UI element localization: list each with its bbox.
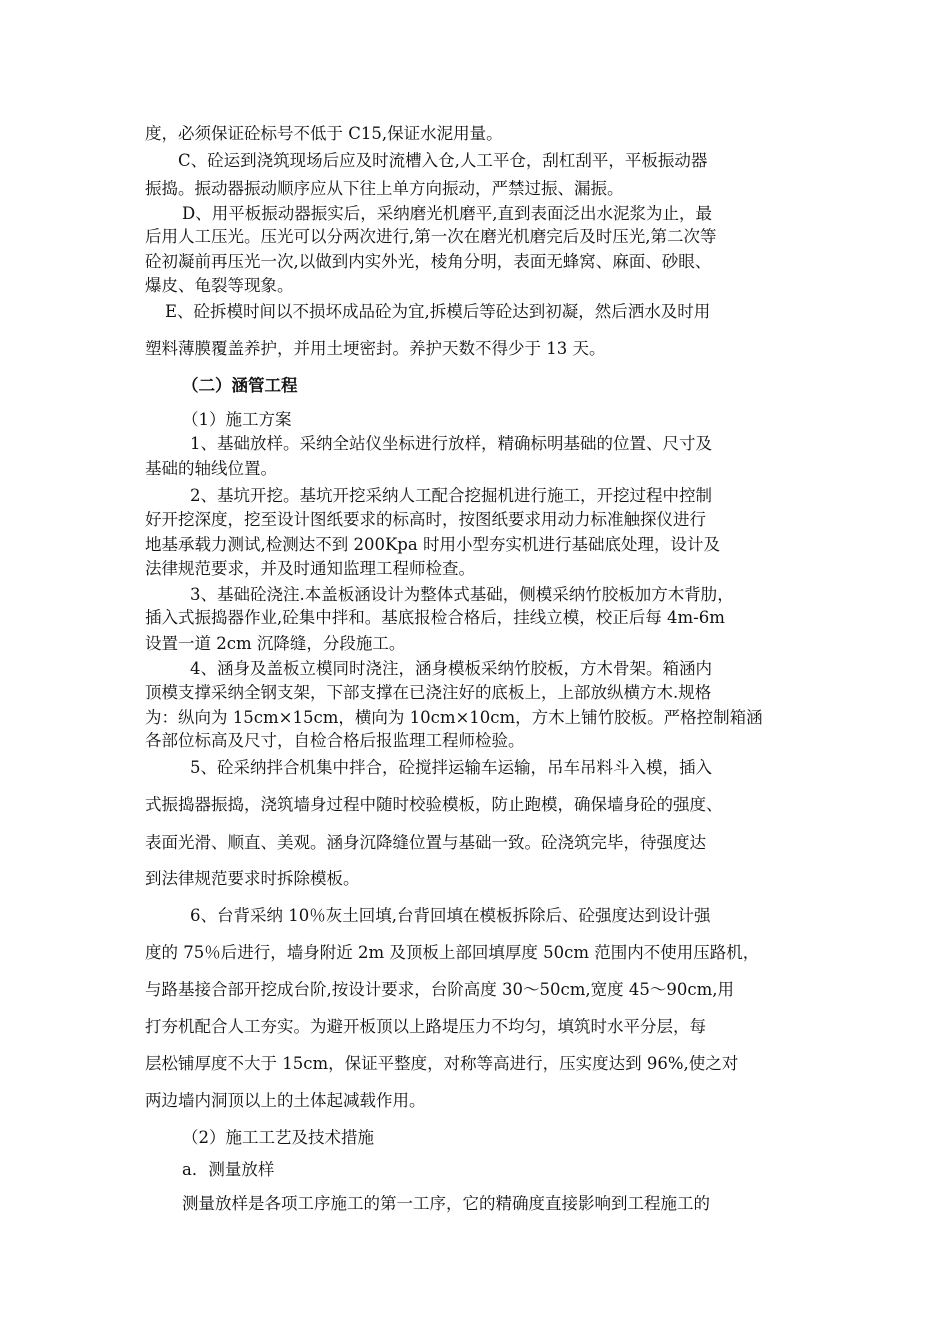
text-line: E、砼拆模时间以不损坏成品砼为宜,拆模后等砼达到初凝，然后洒水及时用 bbox=[165, 302, 711, 321]
text-line: 度，必须保证砼标号不低于 C15,保证水泥用量。 bbox=[145, 124, 503, 143]
text-line: 设置一道 2cm 沉降缝，分段施工。 bbox=[145, 634, 406, 653]
text-line: 砼初凝前再压光一次,以做到内实外光，棱角分明，表面无蜂窝、麻面、砂眼、 bbox=[145, 252, 712, 271]
text-line: 2、基坑开挖。基坑开挖采纳人工配合挖掘机进行施工，开挖过程中控制 bbox=[190, 486, 712, 505]
text-line: 1、基础放样。采纳全站仪坐标进行放样，精确标明基础的位置、尺寸及 bbox=[190, 434, 712, 453]
text-line: 4、涵身及盖板立模同时浇注，涵身模板采纳竹胶板，方木骨架。箱涵内 bbox=[190, 659, 712, 678]
text-line: 各部位标高及尺寸，自检合格后报监理工程师检验。 bbox=[145, 731, 525, 750]
text-line: D、用平板振动器振实后，采纳磨光机磨平,直到表面泛出水泥浆为止，最 bbox=[182, 204, 712, 223]
text-line: 振捣。振动器振动顺序应从下往上单方向振动，严禁过振、漏振。 bbox=[145, 179, 624, 198]
text-line: 式振捣器振捣，浇筑墙身过程中随时校验模板，防止跑模，确保墙身砼的强度、 bbox=[145, 795, 723, 814]
text-line: 打夯机配合人工夯实。为避开板顶以上路堤压力不均匀，填筑时水平分层，每 bbox=[145, 1017, 706, 1036]
text-line: 基础的轴线位置。 bbox=[145, 459, 277, 478]
text-line: 到法律规范要求时拆除模板。 bbox=[145, 869, 360, 888]
text-line: 测量放样是各项工序施工的第一工序，它的精确度直接影响到工程施工的 bbox=[182, 1194, 710, 1213]
text-line: 好开挖深度，挖至设计图纸要求的标高时，按图纸要求用动力标准触探仪进行 bbox=[145, 510, 706, 529]
text-line: 层松铺厚度不大于 15cm，保证平整度，对称等高进行，压实度达到 96%,使之对 bbox=[145, 1054, 739, 1073]
text-line: 6、台背采纳 10％灰土回填,台背回填在模板拆除后、砼强度达到设计强 bbox=[190, 906, 711, 925]
subsection-heading: （1）施工方案 bbox=[182, 410, 292, 429]
text-line: 爆皮、龟裂等现象。 bbox=[145, 276, 294, 295]
text-line: 表面光滑、顺直、美观。涵身沉降缝位置与基础一致。砼浇筑完毕，待强度达 bbox=[145, 833, 706, 852]
text-line: 度的 75％后进行，墙身附近 2m 及顶板上部回填厚度 50cm 范围内不使用压路机， bbox=[145, 943, 760, 962]
item-heading: a．测量放样 bbox=[182, 1160, 275, 1179]
text-line: 塑料薄膜覆盖养护，并用土埂密封。养护天数不得少于 13 天。 bbox=[145, 339, 606, 358]
text-line: 两边墙内洞顶以上的土体起减载作用。 bbox=[145, 1091, 426, 1110]
section-heading: （二）涵管工程 bbox=[182, 376, 298, 395]
text-line: 法律规范要求，并及时通知监理工程师检查。 bbox=[145, 559, 475, 578]
subsection-heading: （2）施工工艺及技术措施 bbox=[182, 1128, 374, 1147]
text-line: 插入式振捣器作业,砼集中拌和。基底报检合格后，挂线立模，校正后每 4m-6m bbox=[145, 608, 725, 627]
text-line: C、砼运到浇筑现场后应及时流槽入仓,人工平仓，刮杠刮平，平板振动器 bbox=[178, 151, 708, 170]
text-line: 3、基础砼浇注.本盖板涵设计为整体式基础，侧模采纳竹胶板加方木背肋， bbox=[190, 585, 734, 604]
text-line: 为：纵向为 15cm×15cm，横向为 10cm×10cm，方木上铺竹胶板。严格控制箱涵 bbox=[145, 708, 763, 727]
text-line: 与路基接合部开挖成台阶,按设计要求，台阶高度 30～50cm,宽度 45～90cm,用 bbox=[145, 980, 734, 999]
text-line: 地基承载力测试,检测达不到 200Kpa 时用小型夯实机进行基础底处理，设计及 bbox=[145, 535, 720, 554]
text-line: 后用人工压光。压光可以分两次进行,第一次在磨光机磨完后及时压光,第二次等 bbox=[145, 227, 717, 246]
text-line: 顶模支撑采纳全钢支架，下部支撑在已浇注好的底板上，上部放纵横方木.规格 bbox=[145, 683, 712, 702]
text-line: 5、砼采纳拌合机集中拌合，砼搅拌运输车运输，吊车吊料斗入模，插入 bbox=[190, 758, 712, 777]
